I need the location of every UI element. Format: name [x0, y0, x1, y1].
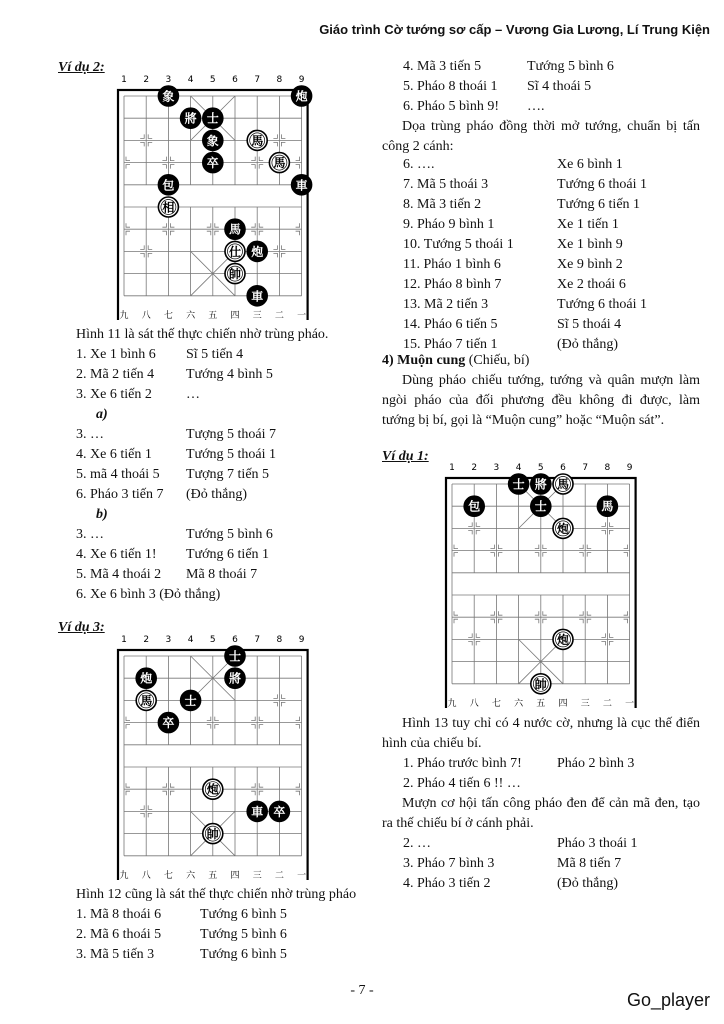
- file-label-top: 4: [515, 463, 522, 473]
- file-label-bottom: 三: [252, 310, 262, 320]
- file-label-bottom: 六: [186, 310, 196, 320]
- paragraph-threat: Dọa trùng pháo đồng thời mở tướng, chuẩn bị tấn công 2 cánh:: [382, 119, 700, 154]
- piece-glyph: 馬: [228, 222, 242, 237]
- move-black: Tướng 6 bình 5: [200, 947, 287, 962]
- piece-glyph: 卒: [273, 804, 286, 819]
- file-label-bottom: 四: [558, 698, 568, 708]
- move-line: [96, 405, 108, 425]
- page-header: Giáo trình Cờ tướng sơ cấp – Vương Gia Lương, Lí Trung Kiện: [319, 22, 710, 37]
- file-label-bottom: 一: [297, 310, 307, 320]
- move-black: Xe 6 bình 1: [557, 157, 623, 172]
- piece-glyph: 包: [468, 499, 481, 514]
- move-red: 4. Xe 6 tiến 1: [76, 447, 152, 462]
- move-red: 4. Mã 3 tiến 5: [403, 59, 482, 74]
- caption-fig11: Hình 11 là sát thế thực chiến nhờ trùng pháo.: [76, 327, 329, 342]
- move-line: [403, 97, 545, 117]
- file-label-bottom: 九: [119, 310, 129, 320]
- move-red: 3. …: [76, 527, 104, 542]
- move-line: [403, 255, 623, 275]
- file-label-bottom: 九: [447, 698, 457, 708]
- move-red: 3. Xe 6 tiến 2: [76, 387, 152, 402]
- move-black: Xe 9 bình 2: [557, 257, 623, 272]
- move-line: [76, 445, 277, 465]
- move-line: [76, 385, 200, 405]
- file-label-bottom: 八: [469, 698, 479, 708]
- file-label-top: 3: [165, 635, 172, 645]
- board-example1: [440, 458, 644, 708]
- move-line: [403, 195, 641, 215]
- move-red: 11. Pháo 1 bình 6: [403, 257, 501, 272]
- move-red: 3. …: [76, 427, 104, 442]
- piece-glyph: 士: [206, 111, 219, 126]
- move-red: 2. Pháo 4 tiến 6 !! …: [403, 776, 521, 791]
- move-black: Xe 1 tiến 1: [557, 217, 619, 232]
- move-black: Tướng 5 bình 6: [200, 927, 287, 942]
- move-black: Tướng 5 bình 6: [186, 527, 273, 542]
- move-black: Pháo 2 bình 3: [557, 756, 635, 771]
- move-red: 14. Pháo 6 tiến 5: [403, 317, 498, 332]
- move-line: [403, 235, 623, 255]
- move-red: 8. Mã 3 tiến 2: [403, 197, 482, 212]
- piece-glyph: 士: [228, 649, 242, 664]
- move-black: (Đỏ thắng): [186, 487, 248, 502]
- move-line: [403, 155, 623, 175]
- move-red: 6. ….: [403, 157, 435, 172]
- move-red: 4. Xe 6 tiến 1!: [76, 547, 157, 562]
- piece-glyph: 卒: [206, 156, 219, 171]
- file-label-top: 8: [604, 463, 611, 473]
- piece-glyph: 帥: [206, 827, 219, 842]
- file-label-top: 7: [254, 75, 261, 85]
- piece-glyph: 相: [162, 200, 175, 215]
- move-line: [403, 315, 622, 335]
- file-label-top: 1: [449, 463, 455, 473]
- piece-glyph: 炮: [140, 671, 153, 686]
- piece-glyph: 包: [162, 178, 175, 193]
- file-label-top: 3: [493, 463, 500, 473]
- piece-glyph: 馬: [601, 499, 614, 514]
- piece-glyph: 將: [228, 671, 242, 686]
- piece-glyph: 炮: [251, 244, 264, 259]
- move-red: 15. Pháo 7 tiến 1: [403, 337, 498, 352]
- file-label-top: 4: [187, 635, 194, 645]
- piece-glyph: 車: [251, 804, 264, 819]
- piece-glyph: 馬: [556, 477, 570, 492]
- file-label-bottom: 一: [625, 698, 635, 708]
- file-label-top: 9: [298, 75, 305, 85]
- file-label-bottom: 六: [514, 698, 524, 708]
- file-label-top: 7: [254, 635, 261, 645]
- move-black: Tượng 7 tiến 5: [186, 467, 270, 482]
- move-black: Pháo 3 thoái 1: [557, 836, 638, 851]
- move-black: Tướng 5 thoái 1: [186, 447, 277, 462]
- file-label-bottom: 九: [119, 870, 129, 880]
- move-line: [403, 295, 648, 315]
- move-line: [403, 175, 648, 195]
- page-number: - 7 -: [350, 983, 374, 998]
- move-black: Tướng 6 bình 5: [200, 907, 287, 922]
- move-red: 4. Pháo 3 tiến 2: [403, 876, 491, 891]
- file-label-bottom: 四: [230, 310, 240, 320]
- move-line: [76, 565, 258, 585]
- move-red: 6. Xe 6 bình 3 (Đỏ thắng): [76, 587, 221, 602]
- piece-glyph: 士: [184, 693, 197, 708]
- move-line: [76, 345, 244, 365]
- move-black: Tượng 5 thoái 7: [186, 427, 277, 442]
- piece-glyph: 馬: [140, 693, 153, 708]
- file-label-top: 7: [582, 463, 589, 473]
- piece-glyph: 馬: [251, 133, 264, 148]
- file-label-bottom: 二: [602, 698, 612, 708]
- move-black: Sĩ 5 thoái 4: [557, 317, 622, 332]
- piece-glyph: 士: [512, 477, 525, 492]
- piece-glyph: 炮: [206, 782, 219, 797]
- piece-glyph: 士: [534, 499, 547, 514]
- file-label-top: 4: [187, 75, 194, 85]
- file-label-top: 9: [626, 463, 633, 473]
- caption-fig12: Hình 12 cũng là sát thế thực chiến nhờ trùng pháo: [76, 887, 357, 902]
- file-label-bottom: 七: [491, 698, 501, 708]
- move-black: Mã 8 tiến 7: [557, 856, 622, 871]
- move-red: b): [96, 507, 108, 522]
- signature: Go_player: [626, 990, 710, 1010]
- move-black: Tướng 6 tiến 1: [186, 547, 270, 562]
- move-red: 3. Mã 5 tiến 3: [76, 947, 155, 962]
- move-black: Xe 2 thoái 6: [557, 277, 626, 292]
- file-label-top: 6: [232, 75, 238, 85]
- file-label-top: 9: [298, 635, 305, 645]
- move-red: 12. Pháo 8 bình 7: [403, 277, 502, 292]
- move-line: [76, 925, 287, 945]
- file-label-top: 8: [276, 635, 283, 645]
- move-black: (Đỏ thắng): [557, 337, 619, 352]
- piece-glyph: 將: [184, 111, 197, 126]
- piece-glyph: 象: [162, 89, 175, 104]
- move-line: [76, 545, 270, 565]
- piece-glyph: 卒: [162, 716, 175, 731]
- move-line: [403, 874, 619, 894]
- board-example2: [112, 70, 316, 320]
- file-label-top: 8: [276, 75, 283, 85]
- move-red: 9. Pháo 9 bình 1: [403, 217, 495, 232]
- move-red: 7. Mã 5 thoái 3: [403, 177, 489, 192]
- move-black: Sĩ 4 thoái 5: [527, 79, 592, 94]
- move-line: [76, 425, 277, 445]
- move-black: Xe 1 bình 9: [557, 237, 623, 252]
- move-line: [76, 945, 287, 965]
- piece-glyph: 炮: [295, 89, 308, 104]
- section4-heading: [382, 351, 529, 371]
- move-line: [403, 834, 638, 854]
- paragraph-borrow: Mượn cơ hội tấn công pháo đen để cản mã đen, tạo ra thế chiếu bí ở cánh phải.: [382, 796, 700, 831]
- section4-paragraph: Dùng pháo chiếu tướng, tướng và quân mượn làm ngòi pháo của đối phương đều không đi được, làm tướng bị bí, gọi là “Muộn cung” hoặc “Muộn sát”.: [382, 373, 700, 428]
- file-label-bottom: 一: [297, 870, 307, 880]
- example2-title: Ví dụ 2:: [58, 60, 105, 75]
- move-red: 6. Pháo 3 tiến 7: [76, 487, 164, 502]
- file-label-bottom: 四: [230, 870, 240, 880]
- example1-title: Ví dụ 1:: [382, 449, 429, 464]
- move-red: 2. Mã 6 thoái 5: [76, 927, 162, 942]
- example3-title: Ví dụ 3:: [58, 620, 105, 635]
- move-red: 10. Tướng 5 thoái 1: [403, 237, 514, 252]
- file-label-bottom: 五: [208, 870, 218, 880]
- piece-glyph: 帥: [534, 677, 547, 692]
- move-red: 2. Mã 2 tiến 4: [76, 367, 155, 382]
- file-label-top: 5: [209, 635, 216, 645]
- piece-glyph: 車: [251, 289, 264, 304]
- move-line: [76, 905, 287, 925]
- move-line: [403, 77, 592, 97]
- move-black: Mã 8 thoái 7: [186, 567, 258, 582]
- move-line: [76, 585, 220, 605]
- move-red: 6. Pháo 5 bình 9!: [403, 99, 500, 114]
- piece-glyph: 馬: [273, 156, 286, 171]
- file-label-bottom: 七: [163, 870, 173, 880]
- move-line: [403, 275, 626, 295]
- move-line: [76, 525, 273, 545]
- file-label-top: 1: [121, 75, 127, 85]
- move-black: Sĩ 5 tiến 4: [186, 347, 244, 362]
- file-label-top: 3: [165, 75, 172, 85]
- move-black: Tướng 6 thoái 1: [557, 177, 648, 192]
- file-label-top: 6: [232, 635, 238, 645]
- file-label-bottom: 五: [536, 698, 546, 708]
- file-label-top: 5: [209, 75, 216, 85]
- board-example3: [112, 630, 316, 880]
- move-red: 5. Pháo 8 thoái 1: [403, 79, 498, 94]
- move-line: [403, 215, 619, 235]
- move-black: Tướng 4 bình 5: [186, 367, 273, 382]
- move-black: Tướng 6 tiến 1: [557, 197, 641, 212]
- move-black: Tướng 6 thoái 1: [557, 297, 648, 312]
- file-label-top: 2: [143, 635, 150, 645]
- file-label-bottom: 二: [274, 870, 284, 880]
- move-red: 13. Mã 2 tiến 3: [403, 297, 489, 312]
- move-red: 5. mã 4 thoái 5: [76, 467, 160, 482]
- move-black: ….: [527, 99, 545, 114]
- file-label-bottom: 六: [186, 870, 196, 880]
- file-label-bottom: 五: [208, 310, 218, 320]
- move-line: [76, 365, 273, 385]
- file-label-bottom: 八: [141, 310, 151, 320]
- move-red: 1. Mã 8 thoái 6: [76, 907, 162, 922]
- move-black: …: [186, 387, 200, 402]
- caption-fig13: Hình 13 tuy chỉ có 4 nước cờ, nhưng là cục thế điển hình của chiếu bí.: [382, 716, 700, 751]
- file-label-bottom: 二: [274, 310, 284, 320]
- move-line: [403, 854, 622, 874]
- move-red: a): [96, 407, 108, 422]
- file-label-top: 2: [143, 75, 150, 85]
- piece-glyph: 車: [295, 178, 308, 193]
- move-line: [403, 754, 635, 774]
- section4-suffix: (Chiếu, bí): [465, 353, 530, 368]
- file-label-bottom: 三: [580, 698, 590, 708]
- move-line: [403, 774, 521, 794]
- move-line: [96, 505, 108, 525]
- move-red: 5. Mã 4 thoái 2: [76, 567, 162, 582]
- piece-glyph: 炮: [556, 521, 570, 536]
- section4-title: 4) Muộn cung: [382, 353, 466, 368]
- move-black: (Đỏ thắng): [557, 876, 619, 891]
- file-label-bottom: 八: [141, 870, 151, 880]
- file-label-top: 5: [537, 463, 544, 473]
- piece-glyph: 仕: [228, 244, 242, 259]
- file-label-top: 6: [560, 463, 566, 473]
- file-label-top: 2: [471, 463, 478, 473]
- file-label-bottom: 三: [252, 870, 262, 880]
- move-black: Tướng 5 bình 6: [527, 59, 614, 74]
- move-line: [403, 57, 614, 77]
- move-line: [76, 485, 248, 505]
- file-label-bottom: 七: [163, 310, 173, 320]
- piece-glyph: 帥: [228, 267, 242, 282]
- piece-glyph: 象: [206, 133, 219, 148]
- move-red: 1. Xe 1 bình 6: [76, 347, 156, 362]
- move-red: 2. …: [403, 836, 431, 851]
- move-red: 3. Pháo 7 bình 3: [403, 856, 495, 871]
- move-line: [76, 465, 270, 485]
- piece-glyph: 將: [534, 477, 547, 492]
- piece-glyph: 炮: [556, 632, 570, 647]
- move-red: 1. Pháo trước bình 7!: [403, 756, 522, 771]
- file-label-top: 1: [121, 635, 127, 645]
